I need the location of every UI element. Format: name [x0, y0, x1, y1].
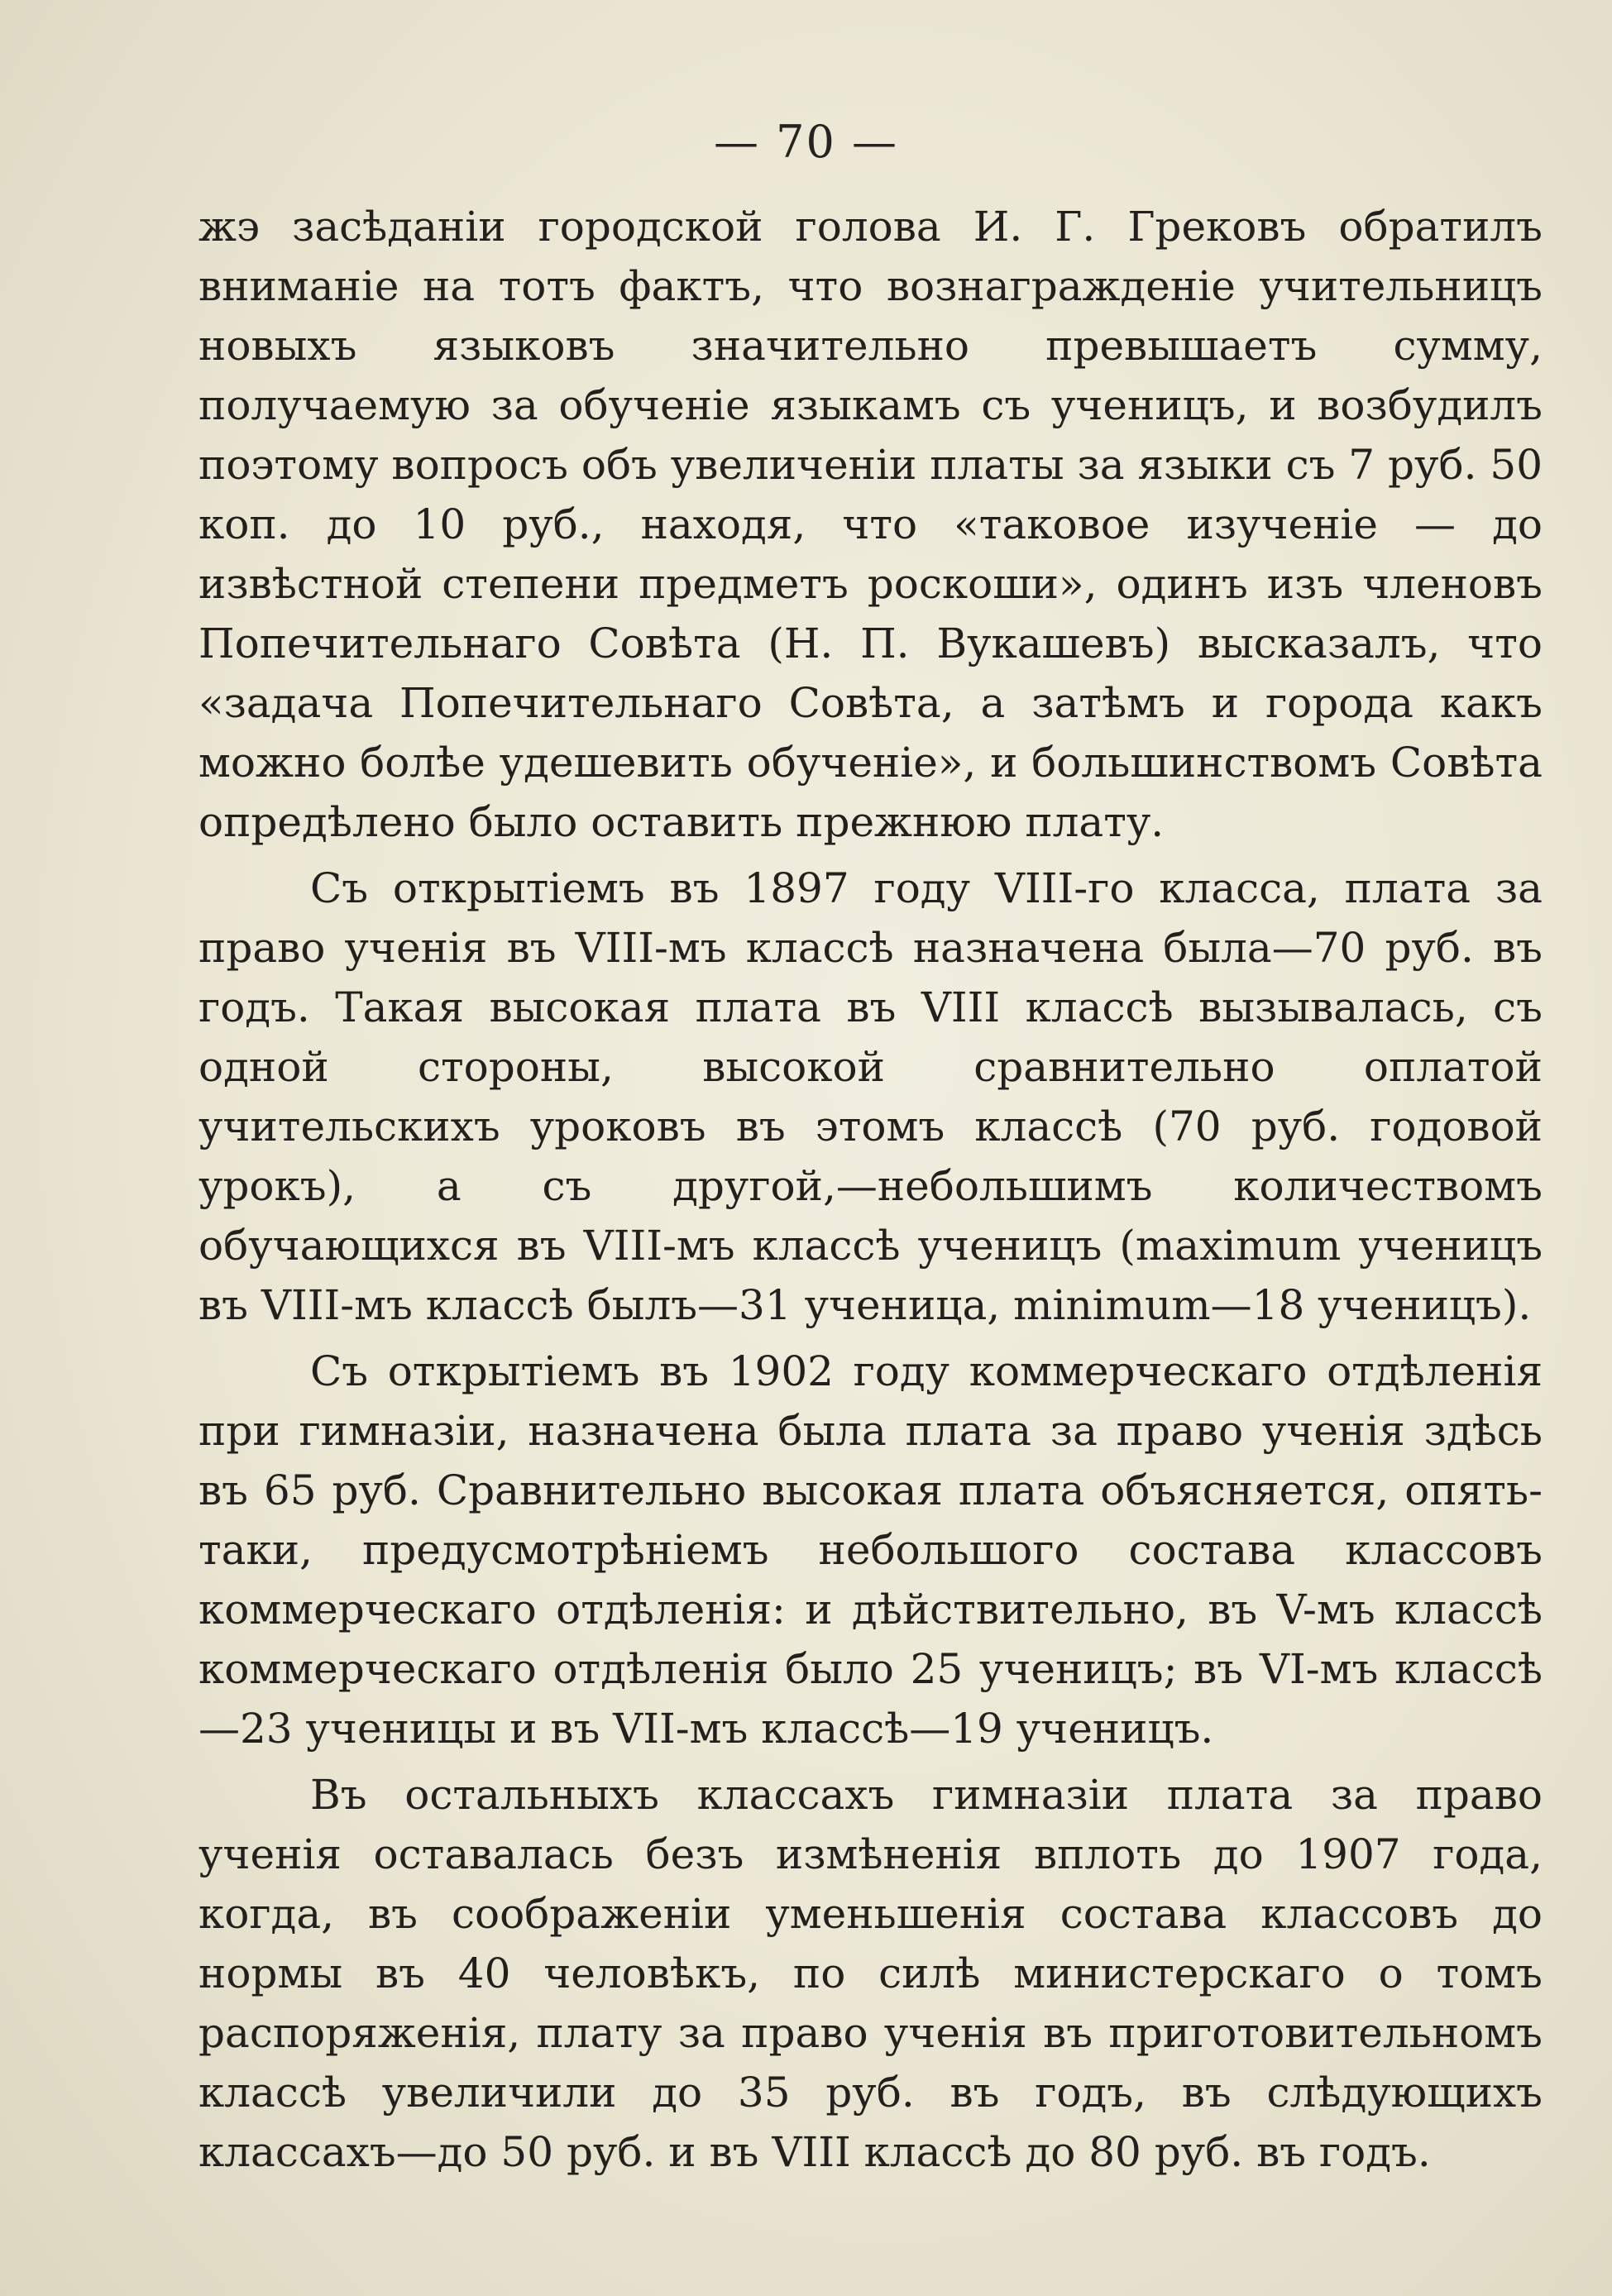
paragraph-2: Съ открытіемъ въ 1897 году VIII-го класса, плата за право ученія въ VIII-мъ классѣ назначена была—70 руб. въ годъ. Такая высокая плата въ VIII классѣ вызывалась, съ одной стороны, высокой сравнительно оплатой учительскихъ уроковъ въ этомъ классѣ (70 руб. годовой урокъ), а съ другой,—небольшимъ количествомъ обучающихся въ VIII-мъ классѣ ученицъ (maximum ученицъ въ VIII-мъ классѣ былъ—31 ученица, minimum—18 ученицъ).	[199, 864, 1543, 1329]
body-text	[199, 197, 1543, 2188]
paragraph-1: жэ засѣданіи городской голова И. Г. Грековъ обратилъ вниманіе на тотъ фактъ, что вознагражденіе учительницъ новыхъ языковъ значительно превышаетъ сумму, получаемую за обученіе языкамъ съ ученицъ, и возбудилъ поэтому вопросъ объ увеличеніи платы за языки съ 7 руб. 50 коп. до 10 руб., находя, что «таковое изученіе — до извѣстной степени предметъ роскоши», одинъ изъ членовъ Попечительнаго Совѣта (Н. П. Вукашевъ) высказалъ, что «задача Попечительнаго Совѣта, а затѣмъ и города какъ можно болѣе удешевить обученіе», и большинствомъ Совѣта опредѣлено было оставить прежнюю плату.	[199, 203, 1543, 846]
page-number: — 70 —	[713, 116, 899, 168]
paragraph-3: Съ открытіемъ въ 1902 году коммерческаго отдѣленія при гимназіи, назначена была плата за право ученія здѣсь въ 65 руб. Сравнительно высокая плата объясняется, опять-таки, предусмотрѣніемъ небольшого состава классовъ коммерческаго отдѣленія: и дѣйствительно, въ V-мъ классѣ коммерческаго отдѣленія было 25 ученицъ; въ VI-мъ классѣ—23 ученицы и въ VII-мъ классѣ—19 ученицъ.	[199, 1347, 1543, 1753]
paragraph-4: Въ остальныхъ классахъ гимназіи плата за право ученія оставалась безъ измѣненія вплоть до 1907 года, когда, въ соображеніи уменьшенія состава классовъ до нормы въ 40 человѣкъ, по силѣ министерскаго о томъ распоряженія, плату за право ученія въ приготовительномъ классѣ увеличили до 35 руб. въ годъ, въ слѣдующихъ классахъ—до 50 руб. и въ VIII классѣ до 80 руб. въ годъ.	[199, 1771, 1543, 2176]
